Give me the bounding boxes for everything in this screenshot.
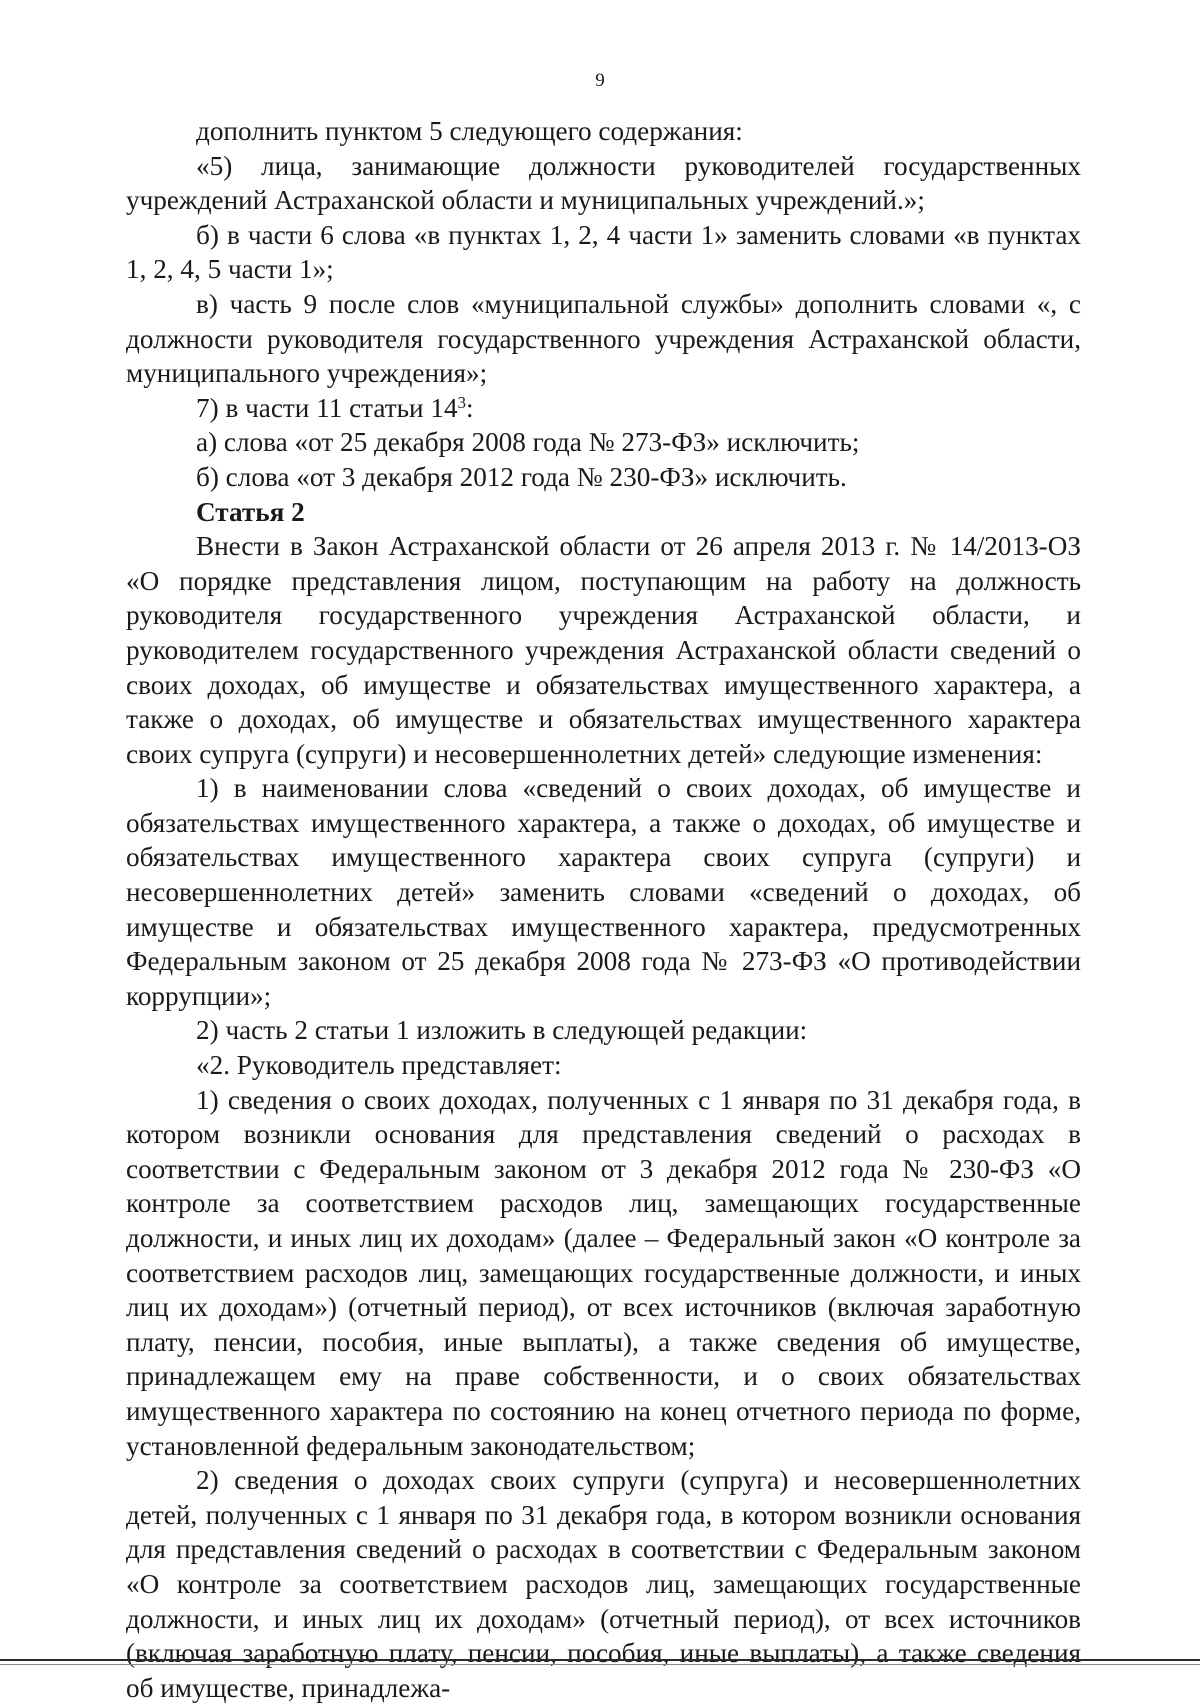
document-body	[126, 114, 1081, 1705]
paragraph: 1) сведения о своих доходах, полученных с 1 января по 31 декабря года, в котором возникли основания для представления сведений о расходах в соответствии с Федеральным законом от 3 декабря 2012 года № 230-ФЗ «О контроле за соответствием расходов лиц, замещающих государственные должности, и иных лиц их доходам» (далее – Федеральный закон «О контроле за соответствием расходов лиц, замещающих государственные должности, и иных лиц их доходам») (отчетный период), от всех источников (включая заработную плату, пенсии, пособия, иные выплаты), а также сведения об имуществе, принадлежащем ему на праве собственности, и о своих обязательствах имущественного характера по состоянию на конец отчетного периода по форме, установленной федеральным законодательством;	[126, 1084, 1081, 1461]
item-7-suffix: :	[466, 392, 474, 423]
page-number: 9	[595, 70, 605, 91]
paragraph-item-7	[126, 391, 1081, 426]
paragraph: б) в части 6 слова «в пунктах 1, 2, 4 части 1» заменить словами «в пунктах 1, 2, 4, 5 части 1»;	[126, 219, 1081, 285]
paragraph: б) слова «от 3 декабря 2012 года № 230-ФЗ» исключить.	[196, 461, 847, 492]
item-7-text: 7) в части 11 статьи 14	[196, 392, 458, 423]
item-7-superscript: 3	[457, 392, 467, 412]
article-2-intro: Внести в Закон Астраханской области от 26 апреля 2013 г. № 14/2013-ОЗ «О порядке представления лицом, поступающим на работу на должность руководителя государственного учреждения Астраханской области, и руководителем государственного учреждения Астраханской области сведений о своих доходах, об имуществе и обязательствах имущественного характера, а также о доходах, об имуществе и обязательствах имущественного характера своих супруга (супруги) и несовершеннолетних детей» следующие изменения:	[126, 531, 1081, 769]
bottom-divider-thin	[0, 1664, 1200, 1665]
bottom-divider	[0, 1659, 1200, 1661]
paragraph: «5) лица, занимающие должности руководителей государственных учреждений Астраханской области и муниципальных учреждений.»;	[126, 150, 1081, 216]
paragraph: 2) сведения о доходах своих супруги (супруга) и несовершеннолетних детей, полученных с 1 января по 31 декабря года, в котором возникли основания для представления сведений о расходах в соответствии с Федеральным законом «О контроле за соответствием расходов лиц, замещающих государственные должности, и иных лиц их доходам» (отчетный период), от всех источников (включая заработную плату, пенсии, пособия, иные выплаты), а также сведения об имуществе, принадлежа-	[126, 1465, 1081, 1703]
paragraph: дополнить пунктом 5 следующего содержания:	[196, 116, 743, 146]
paragraph: 2) часть 2 статьи 1 изложить в следующей редакции:	[196, 1015, 808, 1046]
paragraph: в) часть 9 после слов «муниципальной службы» дополнить словами «, с должности руководителя государственного учреждения Астраханской области, муниципального учреждения»;	[126, 288, 1081, 389]
paragraph: «2. Руководитель представляет:	[196, 1050, 562, 1081]
article-heading: Статья 2	[196, 496, 305, 527]
paragraph: а) слова «от 25 декабря 2008 года № 273-ФЗ» исключить;	[196, 427, 860, 458]
paragraph: 1) в наименовании слова «сведений о своих доходах, об имуществе и обязательствах имущественного характера, а также о доходах, об имуществе и обязательствах имущественного характера своих супруга (супруги) и несовершеннолетних детей» заменить словами «сведений о доходах, об имуществе и обязательствах имущественного характера, предусмотренных Федеральным законом от 25 декабря 2008 года № 273-ФЗ «О противодействии коррупции»;	[126, 773, 1081, 1011]
